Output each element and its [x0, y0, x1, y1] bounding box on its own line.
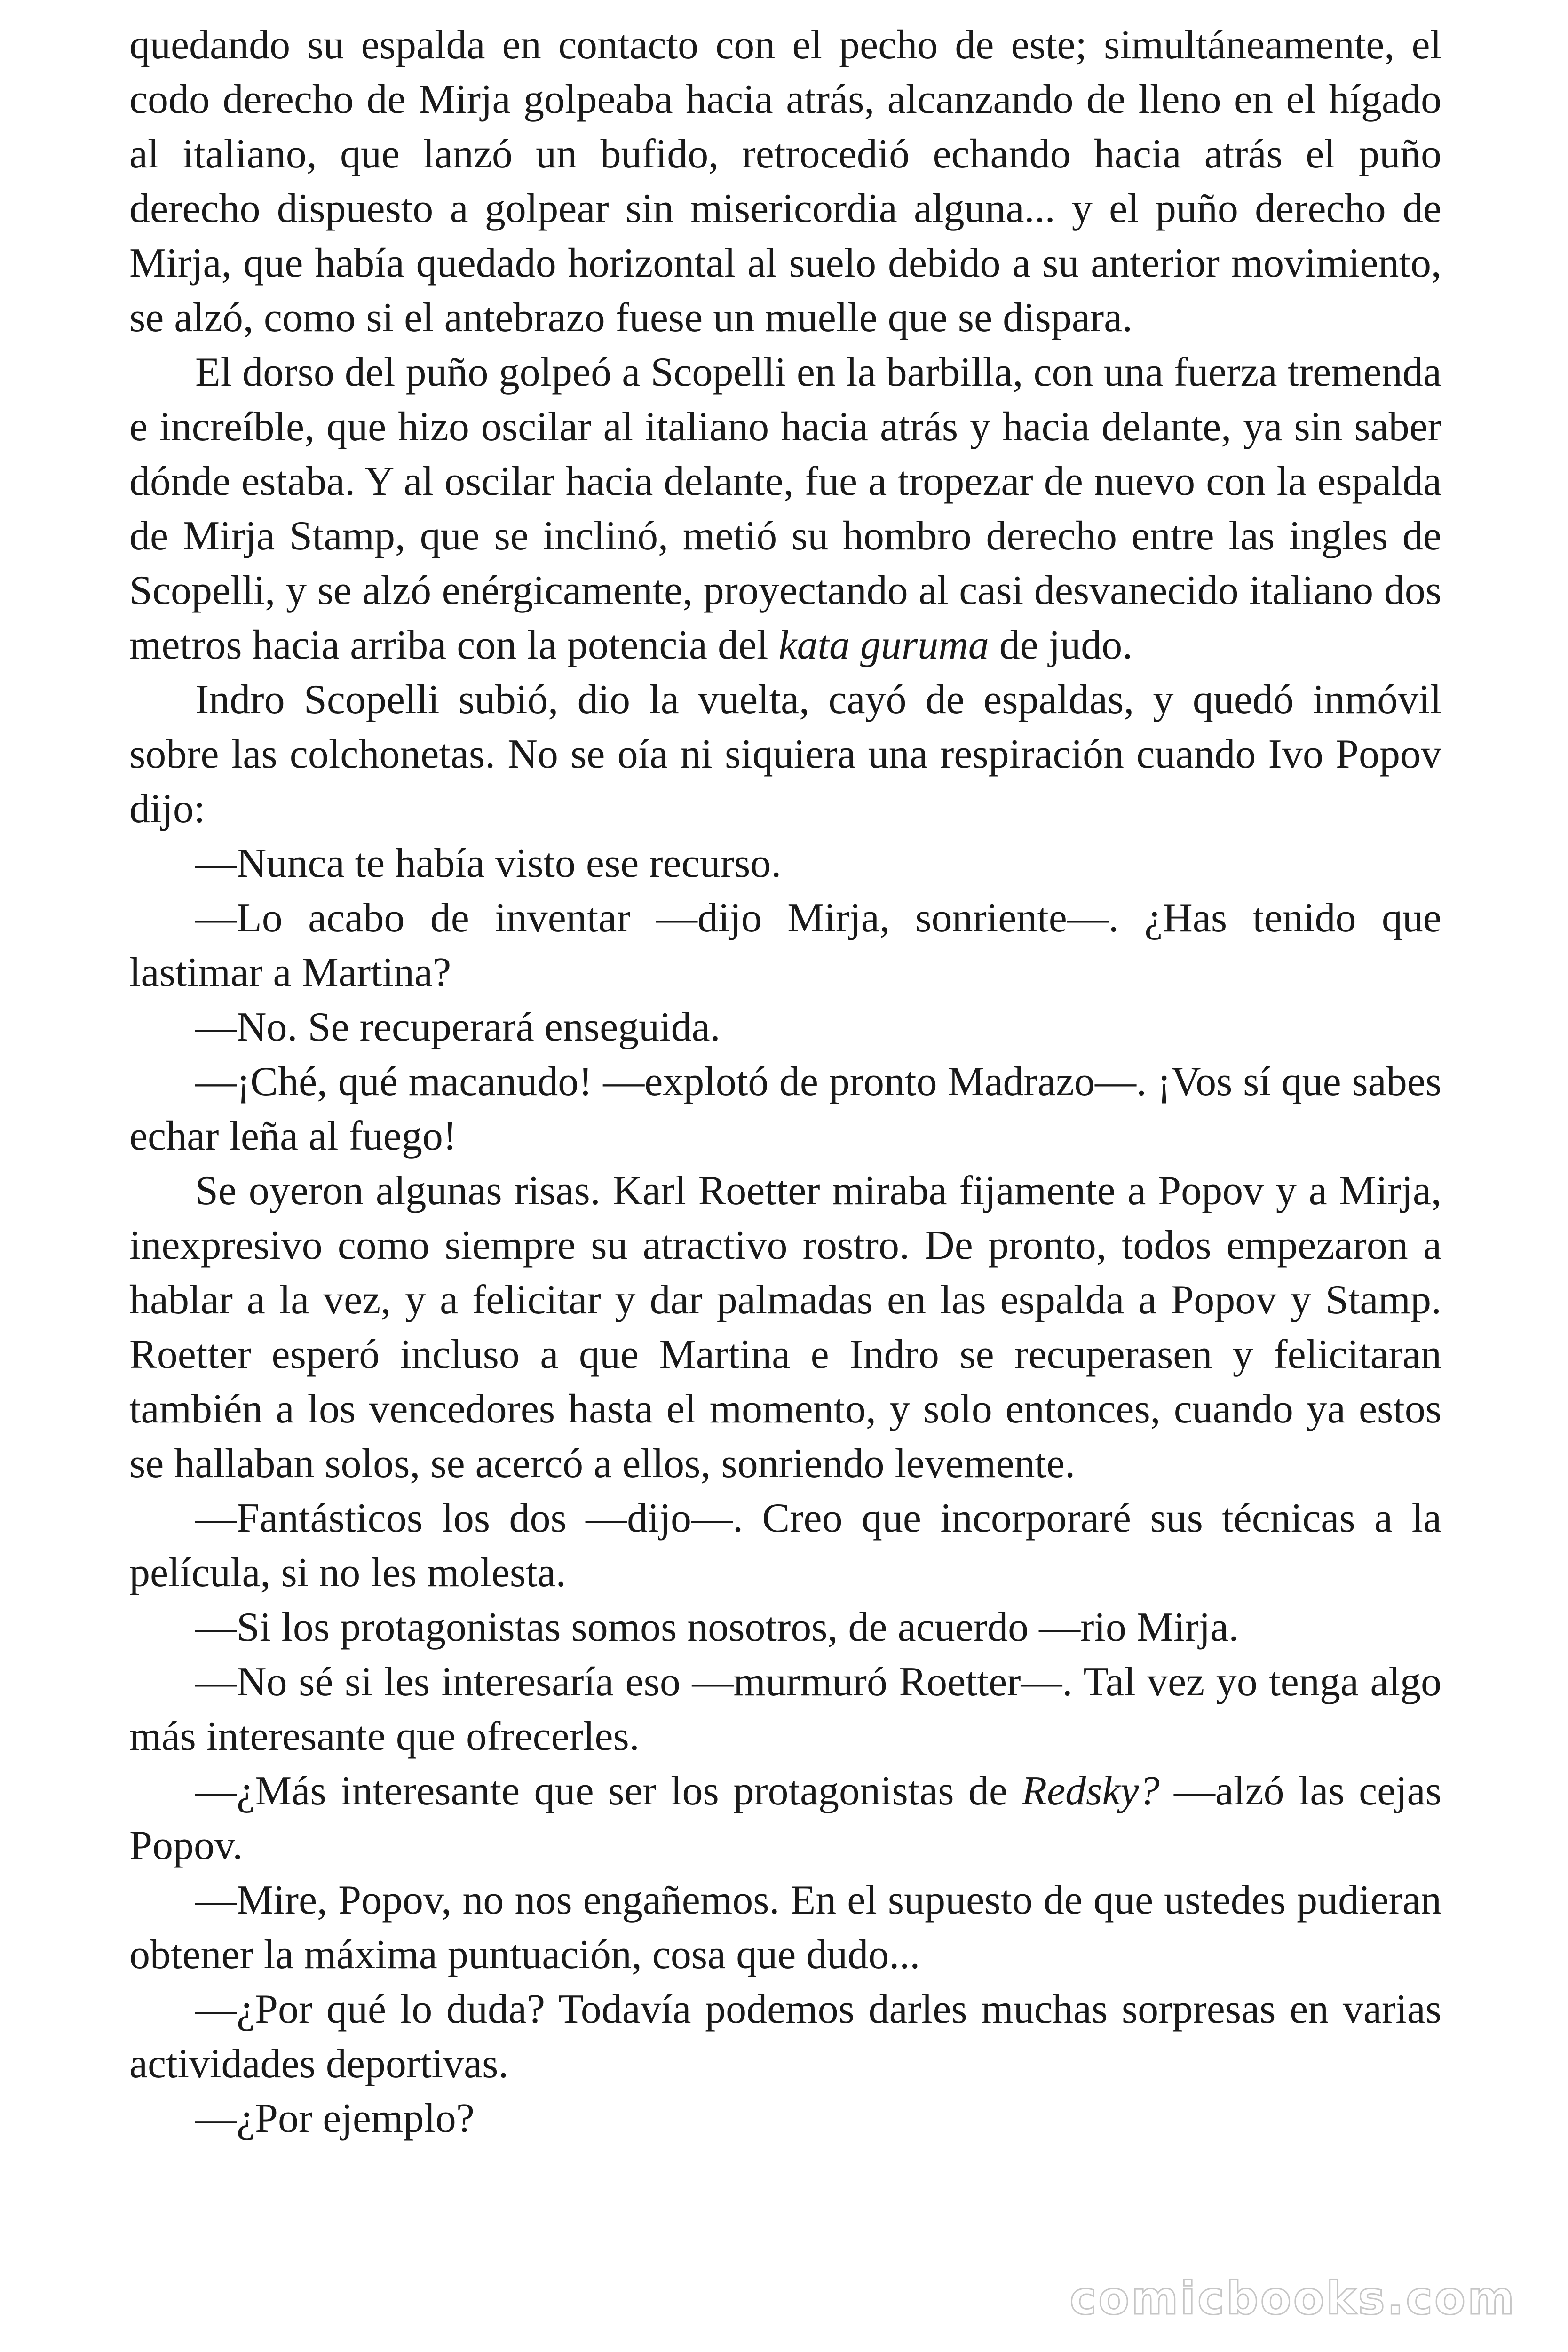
text-run: —Mire, Popov, no nos engañemos. En el supuesto de que ustedes pudieran obtener la máxima puntuación, cosa que dudo... [129, 1877, 1441, 1978]
paragraph [129, 891, 1441, 1000]
text-run: quedando su espalda en contacto con el pecho de este; simultáneamente, el codo derecho de Mirja golpeaba hacia atrás, alcanzando de lleno en el hígado al italiano, que lanzó un bufido, retrocedió echando hacia atrás el puño derecho dispuesto a golpear sin misericordia alguna... y el puño derecho de Mirja, que había quedado horizontal al suelo debido a su anterior movimiento, se alzó, como si el antebrazo fuese un muelle que se dispara. [129, 22, 1441, 341]
book-page-text [129, 18, 1441, 2146]
paragraph [129, 1873, 1441, 1982]
paragraph [129, 345, 1441, 673]
text-run: —¡Ché, qué macanudo! —explotó de pronto Madrazo—. ¡Vos sí que sabes echar leña al fuego! [129, 1059, 1441, 1159]
text-run: —¿Más interesante que ser los protagonistas de [195, 1768, 1022, 1814]
italic-text: kata guruma [778, 622, 989, 668]
text-run: —Si los protagonistas somos nosotros, de acuerdo —rio Mirja. [195, 1605, 1239, 1650]
watermark-logo: comicbooks.com [1069, 2272, 1516, 2325]
text-run: Se oyeron algunas risas. Karl Roetter miraba fijamente a Popov y a Mirja, inexpresivo como siempre su atractivo rostro. De pronto, todos empezaron a hablar a la vez, y a felicitar y dar palmadas en las espalda a Popov y Stamp. Roetter esperó incluso a que Martina e Indro se recuperasen y felicitaran también a los vencedores hasta el momento, y solo entonces, cuando ya estos se hallaban solos, se acercó a ellos, sonriendo levemente. [129, 1168, 1441, 1486]
text-run: —Nunca te había visto ese recurso. [195, 841, 782, 886]
paragraph [129, 18, 1441, 345]
paragraph [129, 1982, 1441, 2091]
text-run: El dorso del puño golpeó a Scopelli en la barbilla, con una fuerza tremenda e increíble, que hizo oscilar al italiano hacia atrás y hacia delante, ya sin saber dónde estaba. Y al oscilar hacia delante, fue a tropezar de nuevo con la espalda de Mirja Stamp, que se inclinó, metió su hombro derecho entre las ingles de Scopelli, y se alzó enérgicamente, proyectando al casi desvanecido italiano dos metros hacia arriba con la potencia del [129, 350, 1441, 668]
paragraph [129, 1600, 1441, 1655]
text-run: —Fantásticos los dos —dijo—. Creo que incorporaré sus técnicas a la película, si no les molesta. [129, 1495, 1441, 1596]
text-run: —Lo acabo de inventar —dijo Mirja, sonriente—. ¿Has tenido que lastimar a Martina? [129, 895, 1441, 995]
text-run: —No. Se recuperará enseguida. [195, 1004, 721, 1050]
paragraph [129, 1055, 1441, 1164]
paragraph [129, 1000, 1441, 1055]
text-run: —No sé si les interesaría eso —murmuró Roetter—. Tal vez yo tenga algo más interesante que ofrecerles. [129, 1659, 1441, 1759]
text-run: de judo. [989, 622, 1133, 668]
paragraph [129, 1491, 1441, 1600]
text-run: Indro Scopelli subió, dio la vuelta, cayó de espaldas, y quedó inmóvil sobre las colchonetas. No se oía ni siquiera una respiración cuando Ivo Popov dijo: [129, 677, 1441, 832]
paragraph [129, 1164, 1441, 1491]
text-run: —¿Por qué lo duda? Todavía podemos darles muchas sorpresas en varias actividades deportivas. [129, 1986, 1441, 2087]
italic-text: Redsky? [1022, 1768, 1160, 1814]
paragraph [129, 2091, 1441, 2146]
paragraph [129, 673, 1441, 836]
text-run: —¿Por ejemplo? [195, 2096, 475, 2141]
text-run: —alzó las cejas Popov. [129, 1768, 1441, 1868]
paragraph [129, 1764, 1441, 1873]
paragraph [129, 1655, 1441, 1764]
paragraph [129, 836, 1441, 891]
